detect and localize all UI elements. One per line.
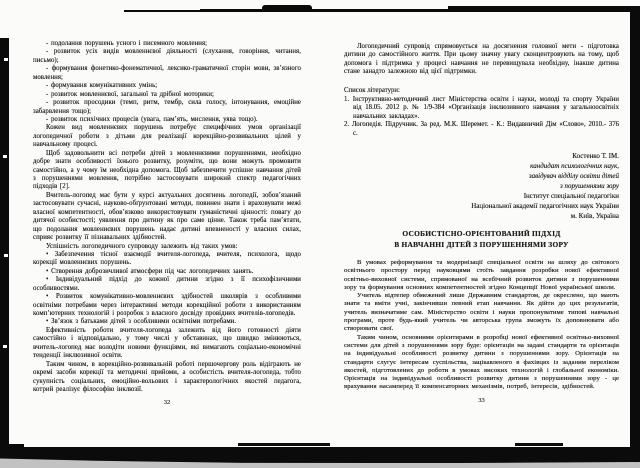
intro-paragraph: Логопедичний супровід спрямовується на досягнення головної мети - підготовка дитини до самостійного життя. При цьому значну увагу сконцентровують на тому, щоб допомога і підтримка у процесі навчання не перевищувала необхідну, інакше дитина стане занадто залежною від цієї підтримки.: [344, 43, 619, 76]
list-item-dash: - формування фонетико-фонематичної, лексико-граматичної сторін мови, зв’язного мовлення;: [33, 65, 301, 81]
body-paragraph: Кожен вид мовленнєвих порушень потребує специфічних умов організації логопедичної роботи з дітьми для реалізації корекційно-розвивальних цілей у навчальному процесі.: [33, 124, 301, 149]
body-paragraph: Таким чином, в корекційно-розвивальній роботі першочергову роль відіграють не окремі засоби корекції та методичні прийоми, а особистість вчителя-логопеда, тобто сукупність соціальних, емоційно-вольових і характерологічних якостей педагога, котрий реалізує філософію інклюзії.: [33, 360, 301, 393]
article-title-line: ОСОБИСТІСНО-ОРІЄНТОВАНИЙ ПІДХІД: [402, 228, 561, 238]
author-name: Костенко Т. ІМ.: [572, 151, 619, 160]
scan-notch: [4, 254, 8, 257]
scan-edge-top: [448, 6, 640, 12]
page-number-right: 33: [478, 396, 485, 404]
body-paragraph: Учитель відтепер обмежений лише Державним стандартом, де окреслено, що мають знати та вміти учні, закінчивши певний етап навчання. Як дійти до цих результатів, учитель визначатиме сам. Міністерство освіти і науки пропонуватиме типові навчальні програми, проте будь-який учитель чи авторська група зможуть їх доповнювати або створювати свої.: [344, 292, 619, 333]
references-heading: Список літератури:: [344, 86, 400, 94]
scan-edge-top: [124, 10, 208, 12]
page-left: [33, 40, 301, 407]
list-item-dash: - розвиток просодики (темп, ритм, тембр, сила голосу, інтонування, емоційне забарвлення тощо);: [33, 99, 301, 115]
list-item-dash: - розвиток мовленнєвої, загальної та дрібної моторики;: [46, 90, 214, 98]
list-item-bullet: • Зв’язок з батьками дітей з особливими освітніми потребами.: [46, 318, 237, 326]
body-paragraph: Успішність логопедичного супроводу залежить від таких умов:: [46, 242, 238, 250]
list-item-bullet: • Розвиток комунікативно-мовленнєвих здібностей школярів з особливими освітніми потребами через інтерактивні методи корекційної роботи з використанням комп’ютерних технологій і розробок з власного досвіду провідних вчителів-логопедів.: [33, 293, 301, 317]
body-paragraph: Таким чином, основними орієнтирами в розробці нової ефективної освітньо-виховної системи для дітей з порушеннями зору буде: орієнтація на задані стандарти та орієнтація на індивідуальні особливості розвитку дитини з порушеннями зору. Орієнтація на стандарти слугує інтересам суспільства, зацікавленого в фахівцях із заданим переліком якостей, підготовлених до роботи в умовах високих технологій і глобальної економіки. Орієнтація на індивідуальні особливості розвитку дитини з порушеннями зору - це врахування насамперед її компенсаторних механізмів, потреб, інтересів, здібностей.: [344, 333, 619, 391]
scan-edge-left: [0, 38, 9, 445]
scan-smudge: [515, 443, 563, 446]
page-number-left: 32: [163, 399, 171, 407]
author-affiliation: Інститут спеціальної педагогіки: [523, 191, 619, 200]
body-paragraph: Вчитель-логопед має бути у курсі актуальних досягнень логопедії, зобов’язаний застосовувати сучасні, науково-обґрунтовані методи, повинен знати і враховувати межі власної компетентності, обов’язково використовувати гуманістичні цінності: повагу до дитячої особистості; уявлення про дитину як про саме цінне. Також треба пам’ятати, що подолання мовленнєвих порушень надає дитині впевненості у власних силах, сприяє розвитку її пізнавальних здібностей.: [33, 191, 301, 242]
body-paragraph: Щоб задовольнити всі потреби дітей з мовленнєвими порушеннями, необхідно добре знати особливості їхнього розвитку, розуміти, що вони можуть промовити самостійно, а у чому їм необхідна допомога. Щоб забезпечити успішне навчання дітей з порушеннями мовлення, потрібно застосовувати широкий спектр педагогічних підходів [2].: [33, 149, 301, 191]
author-role: з порушеннями зору: [560, 181, 619, 190]
author-city: м. Київ, Україна: [570, 211, 619, 220]
list-item-bullet: • Створення доброзичливої атмосфери під час логопедичних занять.: [46, 267, 254, 275]
scan-edge-right: [630, 8, 640, 448]
article-body: [344, 259, 619, 392]
author-degree: кандидат психологічних наук,: [530, 161, 619, 170]
scan-smudge: [238, 443, 330, 446]
list-item-dash: - розвиток психічних процесів (увага, пам’ять, мислення, уява тощо).: [46, 115, 258, 123]
author-affiliation: Національної академії педагогічних наук України: [471, 201, 619, 210]
list-item-dash: - розвиток усіх видів мовленнєвої діяльності (слухання, говоріння, читання, письмо);: [33, 48, 301, 64]
reference-item: 2. Логопедія. Підручник. За ред. М.К. Шеремет. - К.: Видавничий Дім «Слово», 2010.- 376 с.: [344, 121, 619, 137]
page-right: [344, 43, 619, 405]
author-role: завідувач відділу освіти дітей: [528, 171, 619, 180]
body-paragraph: Ефективність роботи вчителя-логопеда залежить від його готовності діяти самостійно і відповідально, у тому числі у обставинах, що швидко змінюються, вчитель-логопед має володіти новими функціями, які вимагають соціально-економічні тенденції інклюзивної освіти.: [33, 326, 301, 360]
scan-notch: [3, 345, 7, 348]
reference-item: 1. Інструктивно-методичний лист Міністерства освіти і науки, молоді та спорту України від 18.05. 2012 р. № 1/9-384 «Організація інклюзивного навчання у загальноосвітніх навчальних закладах».: [344, 95, 619, 120]
scan-smudge: [262, 5, 312, 12]
list-item-bullet: • Індивідуальний підхід до кожної дитини згідно з її психофізичними особливостями.: [33, 276, 301, 292]
list-item-dash: - формування комунікативних умінь;: [46, 82, 158, 90]
scan-edge-bottom: [0, 447, 640, 463]
scan-notch: [4, 58, 8, 61]
article-title: [344, 228, 619, 251]
scan-smudge: [0, 444, 24, 447]
body-paragraph: В умовах реформування та модернізації спеціальної освіти на шляху до світового освітнього простору перед науковцями стоїть завдання розробки нової ефективної освітньо-виховної системи, спрямованої на всебічний розвиток дитини з порушеннями зору та формування основних компетентностей згідно Концепції Нової української школи.: [344, 258, 619, 291]
scan-notch: [3, 155, 7, 158]
article-title-line: В НАВЧАННІ ДІТЕЙ З ПОРУШЕННЯМИ ЗОРУ: [394, 240, 569, 250]
list-item-bullet: • Забезпечення тісної взаємодії вчителя-логопеда, вчителя, психолога, щодо корекції мовленнєвих порушень.: [33, 250, 301, 267]
list-item-dash: - подолання порушень усного і писемного мовлення;: [46, 40, 208, 47]
author-block: [344, 151, 619, 221]
